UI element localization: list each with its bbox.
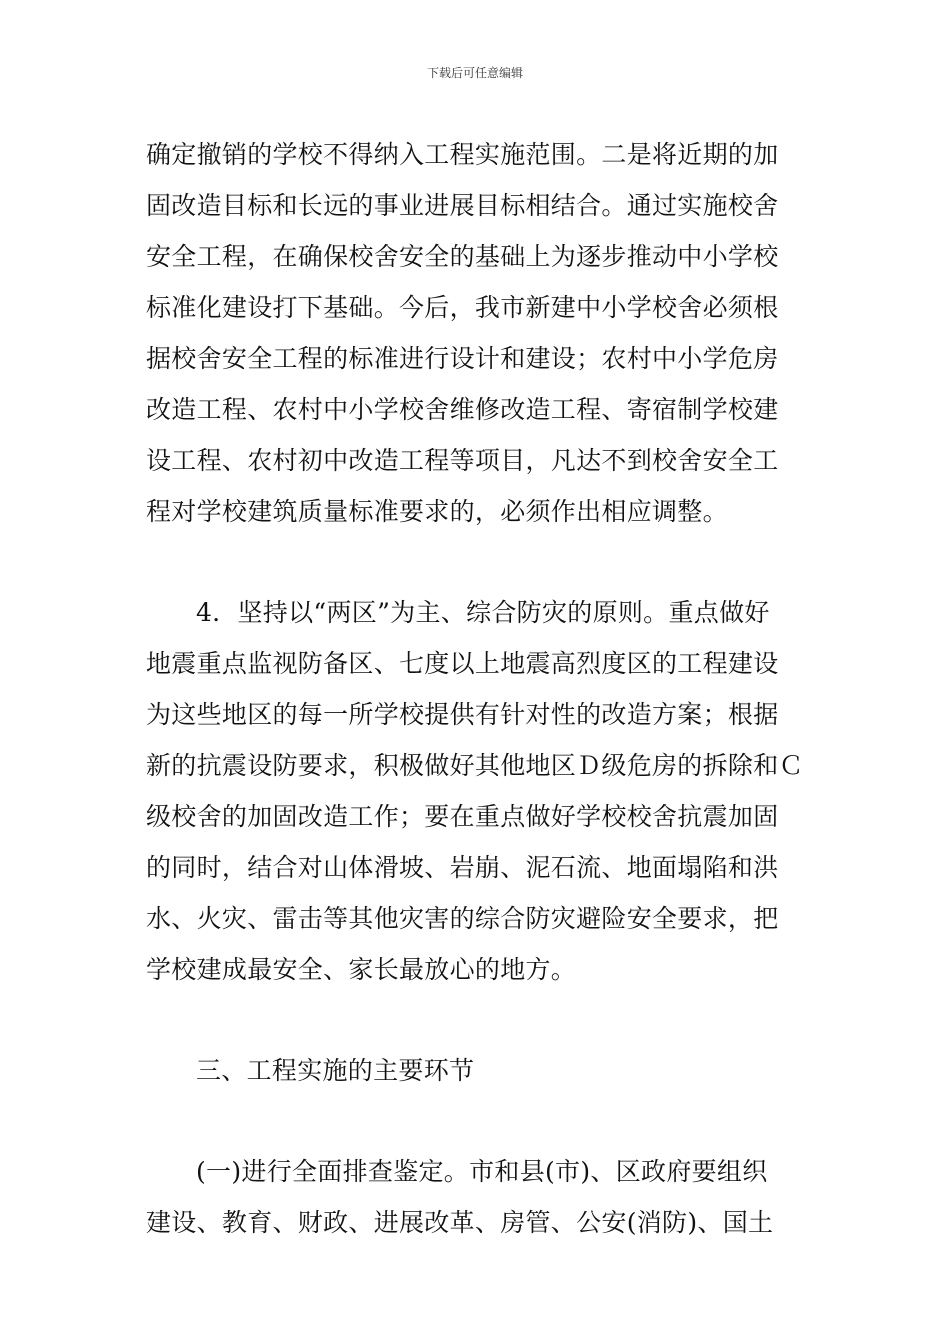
text-line: 标准化建设打下基础。今后，我市新建中小学校舍必须根: [146, 293, 779, 322]
paragraph-spacer: [146, 537, 806, 587]
text-line: 4．坚持以“两区”为主、综合防灾的原则。重点做好: [196, 598, 770, 627]
text-line: 级校舍的加固改造工作；要在重点做好学校校舍抗震加固: [146, 802, 779, 831]
text-line: 新的抗震设防要求，积极做好其他地区Ｄ级危房的拆除和Ｃ: [146, 751, 804, 780]
text-line: 改造工程、农村中小学校舍维修改造工程、寄宿制学校建: [146, 395, 779, 424]
section-heading: [146, 1045, 806, 1096]
text-line: 据校舍安全工程的标准进行设计和建设；农村中小学危房: [146, 344, 779, 373]
text-line: 程对学校建筑质量标准要求的，必须作出相应调整。: [146, 497, 728, 526]
paragraph-3: [146, 1146, 806, 1248]
paragraph-1: [146, 129, 806, 537]
text-line: 建设、教育、财政、进展改革、房管、公安(消防)、国土: [146, 1208, 774, 1237]
text-line: 为这些地区的每一所学校提供有针对性的改造方案；根据: [146, 700, 779, 729]
text-line: 安全工程，在确保校舍安全的基础上为逐步推动中小学校: [146, 242, 779, 271]
paragraph-2: [146, 587, 806, 995]
text-line: 的同时，结合对山体滑坡、岩崩、泥石流、地面塌陷和洪: [146, 853, 779, 882]
document-body: [146, 129, 806, 1248]
paragraph-spacer: [146, 995, 806, 1045]
page-header: 下载后可任意编辑: [426, 66, 523, 80]
text-line: (一)进行全面排查鉴定。市和县(市)、区政府要组织: [196, 1157, 768, 1186]
text-line: 固改造目标和长远的事业进展目标相结合。通过实施校舍: [146, 191, 779, 220]
heading-line: 三、工程实施的主要环节: [196, 1056, 475, 1085]
text-line: 地震重点监视防备区、七度以上地震高烈度区的工程建设: [146, 649, 779, 678]
text-line: 水、火灾、雷击等其他灾害的综合防灾避险安全要求，把: [146, 904, 779, 933]
text-line: 学校建成最安全、家长最放心的地方。: [146, 955, 577, 984]
text-line: 设工程、农村初中改造工程等项目，凡达不到校舍安全工: [146, 446, 779, 475]
text-line: 确定撤销的学校不得纳入工程实施范围。二是将近期的加: [146, 140, 779, 169]
paragraph-spacer: [146, 1096, 806, 1146]
